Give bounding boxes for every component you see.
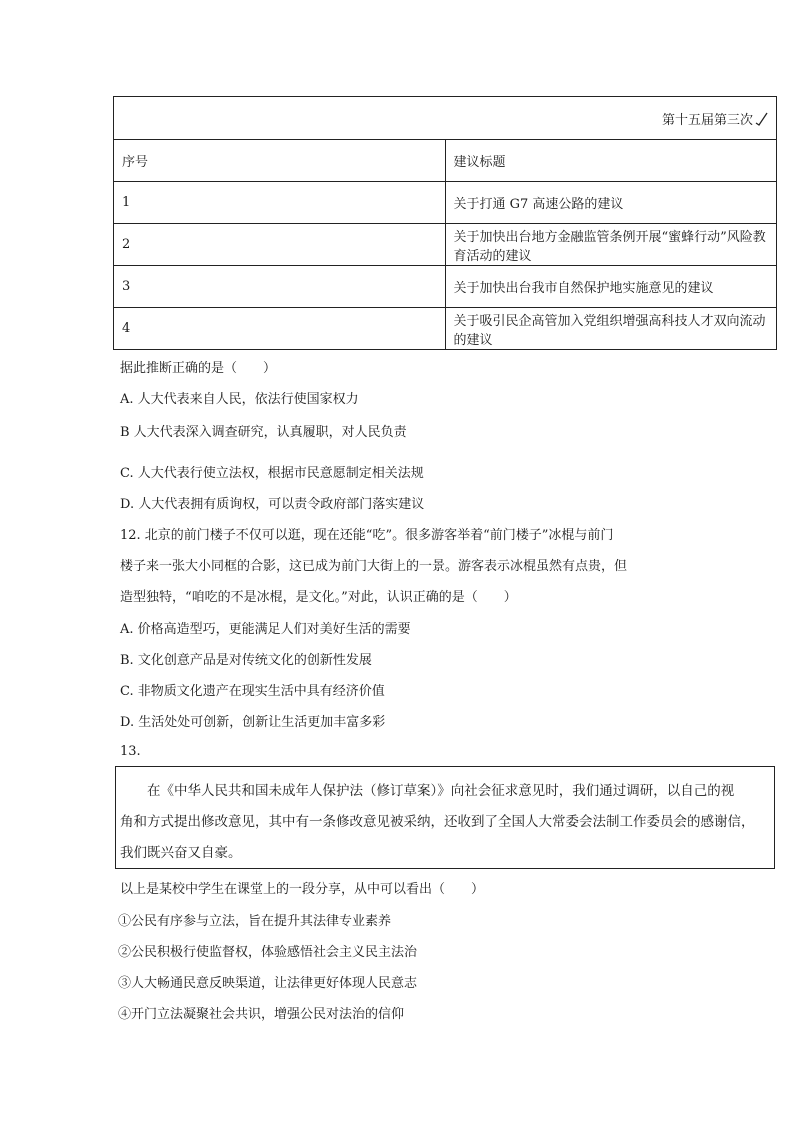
q11-option-d: D. 人大代表拥有质询权，可以责令政府部门落实建议 bbox=[120, 497, 425, 512]
header-title: 建议标题 bbox=[445, 140, 777, 182]
quote-box bbox=[115, 766, 775, 869]
table-caption-row bbox=[114, 97, 777, 140]
q13-item-4: ④开门立法凝聚社会共识，增强公民对法治的信仰 bbox=[118, 1007, 405, 1022]
q13-stem: 以上是某校中学生在课堂上的一段分享，从中可以看出（ ） bbox=[120, 882, 485, 897]
quote-line-2: 角和方式提出修改意见，其中有一条修改意见被采纳，还收到了全国人大常委会法制工作委员会的感谢信， bbox=[120, 814, 755, 830]
row-title: 关于吸引民企高管加入党组织增强高科技人才双向流动的建议 bbox=[445, 308, 777, 350]
q12-option-a: A. 价格高造型巧，更能满足人们对美好生活的需要 bbox=[120, 622, 411, 637]
q12-line-2: 楼子来一张大小同框的合影，这已成为前门大街上的一景。游客表示冰棍虽然有点贵，但 bbox=[120, 559, 628, 574]
q12-line-1: 12. 北京的前门楼子不仅可以逛，现在还能“吃”。很多游客举着“前门楼子”冰棍与前门 bbox=[120, 528, 614, 543]
q12-line-3: 造型独特，“咱吃的不是冰棍，是文化。”对此，认识正确的是（ ） bbox=[120, 590, 517, 605]
row-title: 关于打通 G7 高速公路的建议 bbox=[445, 182, 777, 224]
q12-option-b: B. 文化创意产品是对传统文化的创新性发展 bbox=[120, 653, 372, 668]
q13-number: 13. bbox=[120, 744, 141, 759]
quote-line-3: 我们既兴奋又自豪。 bbox=[120, 845, 242, 861]
row-title: 关于加快出台地方金融监管条例开展“蜜蜂行动”风险教育活动的建议 bbox=[445, 224, 777, 266]
table-caption: 第十五届第三次 bbox=[661, 112, 753, 128]
checkmark-icon bbox=[754, 112, 768, 126]
q13-item-2: ②公民积极行使监督权，体验感悟社会主义民主法治 bbox=[118, 945, 418, 960]
row-title: 关于加快出台我市自然保护地实施意见的建议 bbox=[445, 266, 777, 308]
proposal-table bbox=[113, 96, 777, 350]
table-row bbox=[114, 266, 777, 308]
table-header-row bbox=[114, 140, 777, 182]
q11-stem: 据此推断正确的是（ ） bbox=[120, 361, 277, 376]
row-number: 4 bbox=[114, 308, 446, 350]
row-number: 1 bbox=[114, 182, 446, 224]
row-number: 3 bbox=[114, 266, 446, 308]
q11-option-c: C. 人大代表行使立法权，根据市民意愿制定相关法规 bbox=[120, 466, 424, 481]
q12-option-c: C. 非物质文化遗产在现实生活中具有经济价值 bbox=[120, 684, 385, 699]
quote-line-1: 在《中华人民共和国未成年人保护法（修订草案）》向社会征求意见时，我们通过调研，以自己的视 bbox=[147, 783, 735, 799]
q11-option-b: B 人大代表深入调查研究，认真履职，对人民负责 bbox=[120, 425, 407, 440]
q13-item-1: ①公民有序参与立法，旨在提升其法律专业素养 bbox=[118, 914, 392, 929]
q11-option-a: A. 人大代表来自人民，依法行使国家权力 bbox=[120, 392, 359, 407]
table-row bbox=[114, 308, 777, 350]
table-caption-cell bbox=[114, 97, 777, 140]
table-row bbox=[114, 182, 777, 224]
q12-option-d: D. 生活处处可创新，创新让生活更加丰富多彩 bbox=[120, 715, 386, 730]
header-number: 序号 bbox=[114, 140, 446, 182]
table-row bbox=[114, 224, 777, 266]
row-number: 2 bbox=[114, 224, 446, 266]
q13-item-3: ③人大畅通民意反映渠道，让法律更好体现人民意志 bbox=[118, 976, 418, 991]
